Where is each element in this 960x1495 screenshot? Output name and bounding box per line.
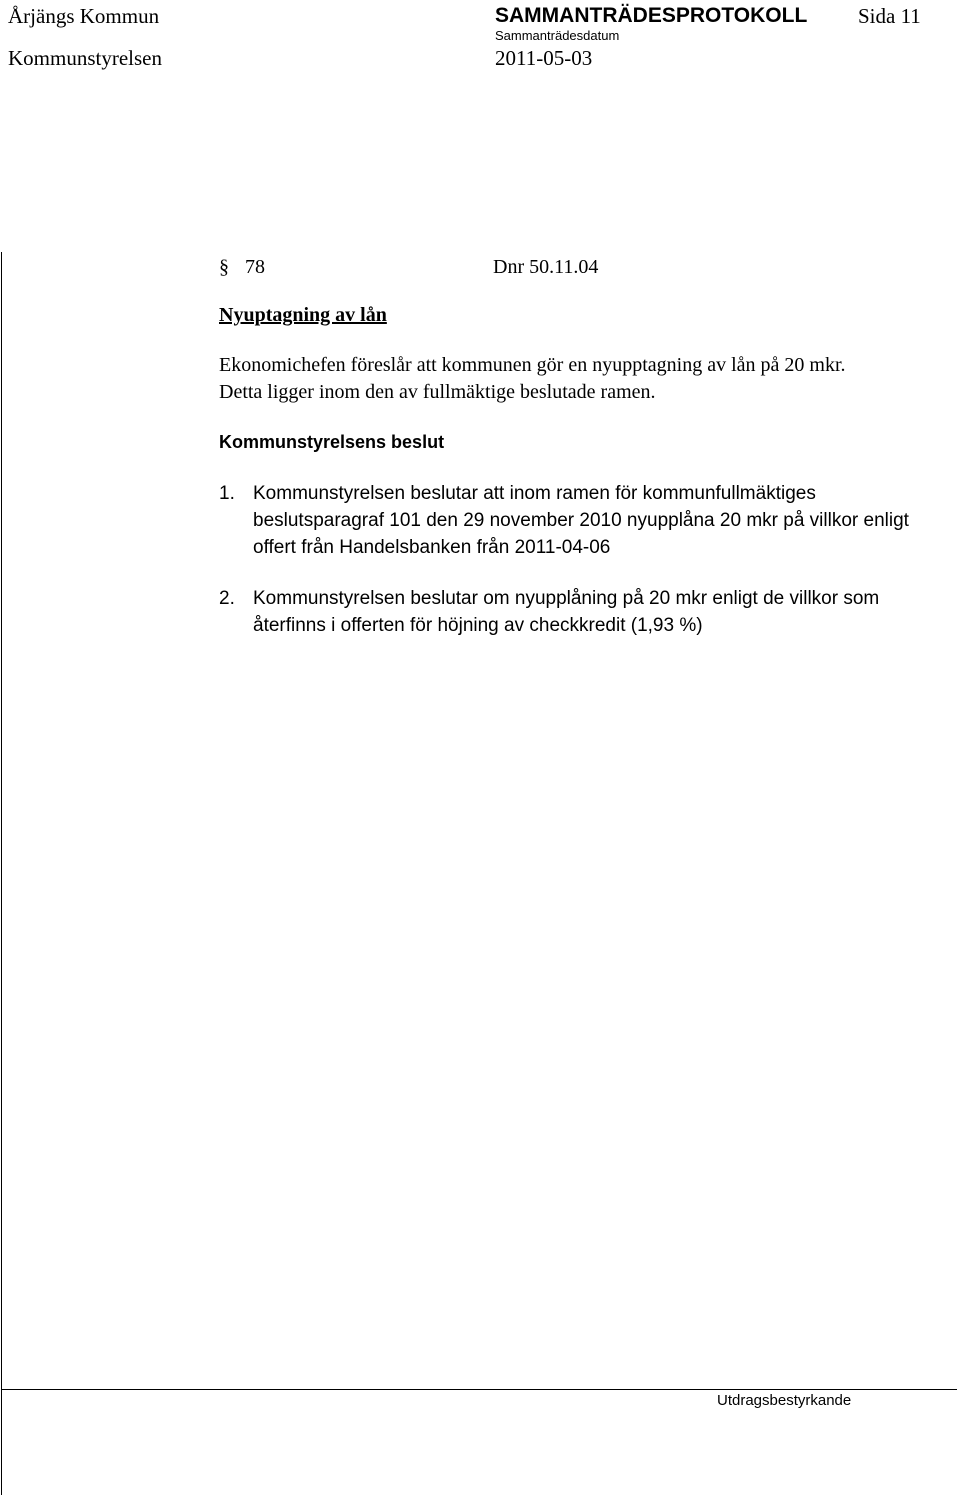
meeting-date-label: Sammanträdesdatum: [495, 28, 620, 43]
board-name: Kommunstyrelsen: [8, 46, 162, 70]
decision-heading: Kommunstyrelsens beslut: [219, 432, 445, 452]
footer-rule: [1, 1389, 957, 1390]
paragraph-sign: §: [219, 256, 229, 278]
decision-text: Kommunstyrelsen beslutar att inom ramen för kommunfullmäktiges beslutsparagraf 101 den 29 november 2010 nyupplåna 20 mkr på villkor enligt offert från Handelsbanken från 2011-04-06: [253, 483, 909, 558]
paragraph-number: 78: [245, 256, 265, 278]
decision-item: [219, 585, 949, 639]
left-margin-rule: [1, 252, 2, 1495]
municipality-name: Årjängs Kommun: [8, 4, 160, 28]
intro-line-2: Detta ligger inom den av fullmäktige beslutade ramen.: [219, 381, 656, 403]
page-number: Sida 11: [858, 4, 921, 28]
decision-item: [219, 480, 949, 561]
diary-number: Dnr 50.11.04: [493, 256, 599, 278]
paragraph-number-line: [219, 254, 265, 280]
intro-line-1: Ekonomichefen föreslår att kommunen gör en nyupptagning av lån på 20 mkr.: [219, 354, 846, 376]
decision-number: 2.: [219, 588, 235, 609]
item-title: Nyuptagning av lån: [219, 304, 387, 326]
certification-label: Utdragsbestyrkande: [717, 1392, 852, 1409]
document-type-title: SAMMANTRÄDESPROTOKOLL: [495, 4, 808, 27]
decision-text: Kommunstyrelsen beslutar om nyupplåning på 20 mkr enligt de villkor som återfinns i offerten för höjning av checkkredit (1,93 %): [253, 588, 880, 636]
decision-number: 1.: [219, 483, 235, 504]
meeting-date: 2011-05-03: [495, 46, 593, 70]
